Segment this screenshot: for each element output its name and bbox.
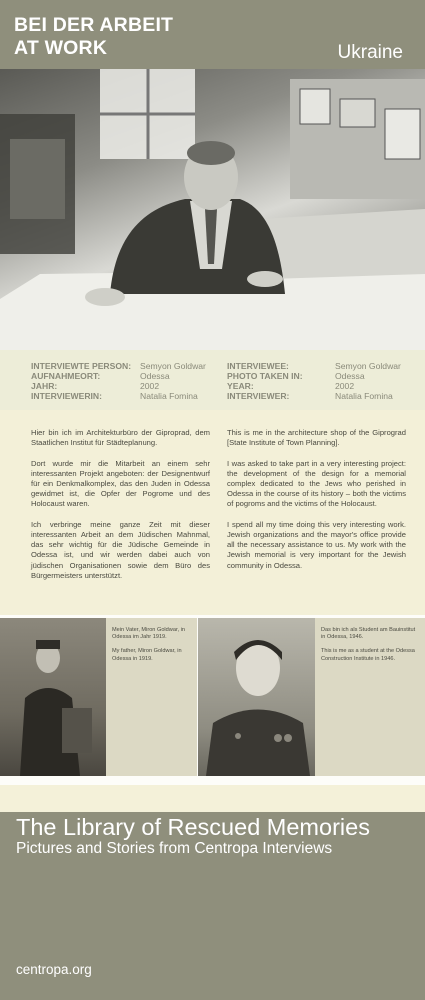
title-english: AT WORK — [14, 37, 108, 59]
english-paragraph: I was asked to take part in a very interesting project: the development of the design for a memorial complex dedicated to the Jews who perished in Odessa in the course of its history – both the victims of pogroms and the victims of the Holocaust. — [227, 458, 406, 509]
main-photo-illustration — [0, 69, 425, 350]
english-column — [227, 428, 406, 581]
header-bar — [0, 0, 425, 69]
title-german: BEI DER ARBEIT — [14, 14, 174, 36]
photo-strip — [0, 615, 425, 785]
meta-value: Natalia Fomina — [140, 391, 198, 401]
meta-label: INTERVIEWER: — [227, 391, 290, 401]
meta-value: Semyon Goldwar — [335, 361, 401, 371]
student-caption — [315, 618, 425, 776]
meta-value: Semyon Goldwar — [140, 361, 206, 371]
meta-value: Natalia Fomina — [335, 391, 393, 401]
meta-label: PHOTO TAKEN IN: — [227, 371, 303, 381]
meta-label: AUFNAHMEORT: — [31, 371, 101, 381]
caption-german: Das bin ich als Student am Bauinstitut in Odessa, 1946. — [321, 627, 416, 641]
father-photo-illustration — [0, 618, 106, 776]
english-paragraph: I spend all my time doing this very interesting work. Jewish organizations and the mayor's office provide all the necessary assistance to us. My work with the Jewish memorial is very important for the Jewish community in Odessa. — [227, 519, 406, 570]
german-column — [31, 428, 210, 591]
meta-value: Odessa — [140, 371, 170, 381]
student-photo — [198, 618, 315, 776]
meta-label: INTERVIEWEE: — [227, 361, 289, 371]
library-title: The Library of Rescued Memories — [16, 814, 370, 840]
country-label: Ukraine — [337, 42, 403, 63]
caption-german: Mein Vater, Miron Goldwar, in Odessa im Jahr 1919. — [112, 627, 185, 641]
website-link[interactable]: centropa.org — [16, 962, 92, 977]
meta-value: 2002 — [335, 381, 355, 391]
interview-metadata — [0, 350, 425, 410]
german-paragraph: Dort wurde mir die Mitarbeit an einem sehr interessanten Projekt angeboten: der Designentwurf für ein Denkmalkomplex, das den Juden in Odessa gewidmet ist, die Opfer der Pogrome und des Holocaust waren. — [31, 458, 210, 509]
divider-band — [0, 785, 425, 812]
caption-english: This is me as a student at the Odessa Construction Institute in 1946. — [321, 648, 415, 662]
father-photo — [0, 618, 106, 776]
father-caption — [106, 618, 197, 776]
meta-label: INTERVIEWERIN: — [31, 391, 102, 401]
main-photo — [0, 69, 425, 350]
meta-value: Odessa — [335, 371, 365, 381]
meta-value: 2002 — [140, 381, 160, 391]
meta-label: JAHR: — [31, 381, 58, 391]
german-paragraph: Hier bin ich im Architekturbüro der Giproprad, dem Staatlichen Institut für Städteplanung. — [31, 428, 210, 448]
library-subtitle: Pictures and Stories from Centropa Interviews — [16, 840, 333, 857]
german-paragraph: Ich verbringe meine ganze Zeit mit dieser interessanten Arbeit an dem Jüdischen Mahnmal, das sehr wichtig für die Jüdische Gemeinde in Odessa ist, und wir werden dabei auch von jüdischen Organisationen sowie dem Büro des Bürgermeisters unterstützt. — [31, 519, 210, 580]
student-photo-illustration — [198, 618, 315, 776]
meta-label: YEAR: — [227, 381, 254, 391]
story-text — [0, 410, 425, 615]
meta-label: INTERVIEWTE PERSON: — [31, 361, 132, 371]
english-paragraph: This is me in the architecture shop of the Giprograd [State Institute of Town Planning]. — [227, 428, 406, 448]
caption-english: My father, Miron Goldwar, in Odessa in 1919. — [112, 648, 182, 662]
